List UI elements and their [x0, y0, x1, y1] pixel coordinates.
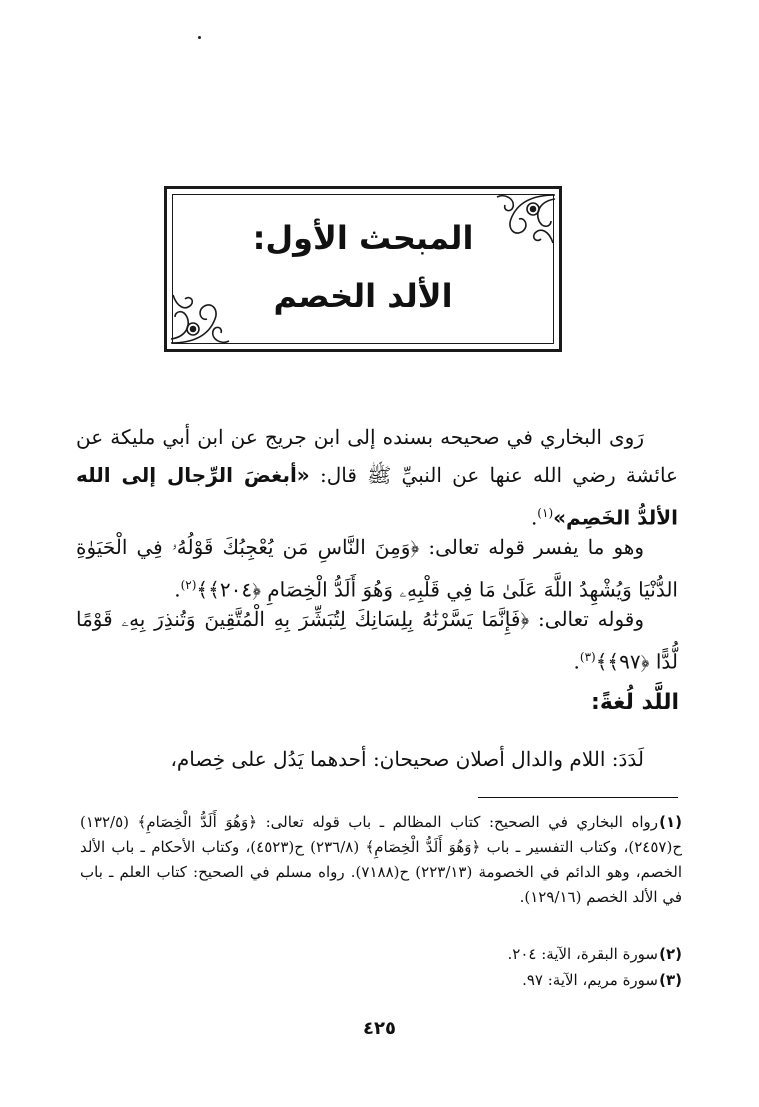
footnote-ref[interactable]: (١) — [537, 506, 554, 520]
footnote-number: (٢) — [659, 945, 682, 963]
hadith-quote: «أبغضَ الرِّجال إلى الله الألدُّ الخَصِم» — [76, 463, 678, 530]
footnote-text: سورة مريم، الآية: ٩٧. — [522, 971, 658, 989]
paragraph-hadith — [76, 418, 678, 537]
footnote-divider — [478, 797, 678, 798]
footnote-number: (٣) — [659, 971, 682, 989]
period: . — [530, 505, 538, 530]
chapter-subtitle: الألد الخصم — [273, 277, 453, 315]
footnote-ref[interactable]: (٣) — [579, 650, 596, 664]
footnote — [80, 942, 682, 967]
section-subheading: اللَّد لُغةً: — [591, 690, 679, 715]
paragraph-verse-1 — [76, 528, 678, 609]
paragraph-definition — [76, 740, 678, 778]
footnote — [80, 968, 682, 993]
paragraph-text: وهو ما يفسر قوله تعالى: ﴿وَمِنَ النَّاسِ مَن يُعْجِبُكَ قَوْلُهُۥ فِي الْحَيَوٰةِ الدُّنْيَا وَيُشْهِدُ اللَّهَ عَلَىٰ مَا فِي قَلْبِهِۦ وَهُوَ أَلَدُّ الْخِصَامِ ﴿٢٠٤﴾﴾ — [76, 535, 678, 602]
period: . — [573, 649, 580, 674]
footnote-number: (١) — [659, 813, 682, 831]
paragraph-verse-2 — [76, 600, 678, 681]
paragraph-text: لَدَدَ: اللام والدال أصلان صحيحان: أحدهما يَدُل على خِصام، — [170, 747, 644, 771]
footnote — [80, 810, 682, 910]
footnote-ref[interactable]: (٢) — [180, 578, 197, 592]
chapter-title-frame — [164, 186, 562, 352]
period: . — [174, 577, 181, 602]
footnote-text: سورة البقرة، الآية: ٢٠٤. — [507, 945, 658, 963]
paragraph-text: وقوله تعالى: ﴿فَإِنَّمَا يَسَّرْنَٰهُ بِلِسَانِكَ لِتُبَشِّرَ بِهِ الْمُتَّقِينَ وَتُنذِرَ بِهِۦ قَوْمًا لُّدًّا ﴿٩٧﴾﴾ — [76, 607, 678, 674]
footnote-text: رواه البخاري في الصحيح: كتاب المظالم ـ باب قوله تعالى: ﴿وَهُوَ أَلَدُّ الْخِصَامِ﴾ (١٣٢/٥) ح(٢٤٥٧)، وكتاب التفسير ـ باب ﴿وَهُوَ أَلَدُّ الْخِصَامِ﴾ (٢٣٦/٨) ح(٤٥٢٣)، وكتاب الأحكام ـ باب الألد الخصم، وهو الدائم في الخصومة (٢٢٣/١٣) ح(٧١٨٨). رواه مسلم في الصحيح: كتاب العلم ـ باب في الألد الخصم (١٢٩/١٦). — [80, 813, 683, 906]
stray-dot — [198, 36, 201, 39]
chapter-title: المبحث الأول: — [252, 219, 474, 257]
page-number: ٤٢٥ — [363, 1018, 396, 1039]
paragraph-text: رَوى البخاري في صحيحه بسنده إلى ابن جريج عن ابن أبي مليكة عن عائشة رضي الله عنها عن النبيِّ ﷺ قال: — [76, 425, 678, 487]
